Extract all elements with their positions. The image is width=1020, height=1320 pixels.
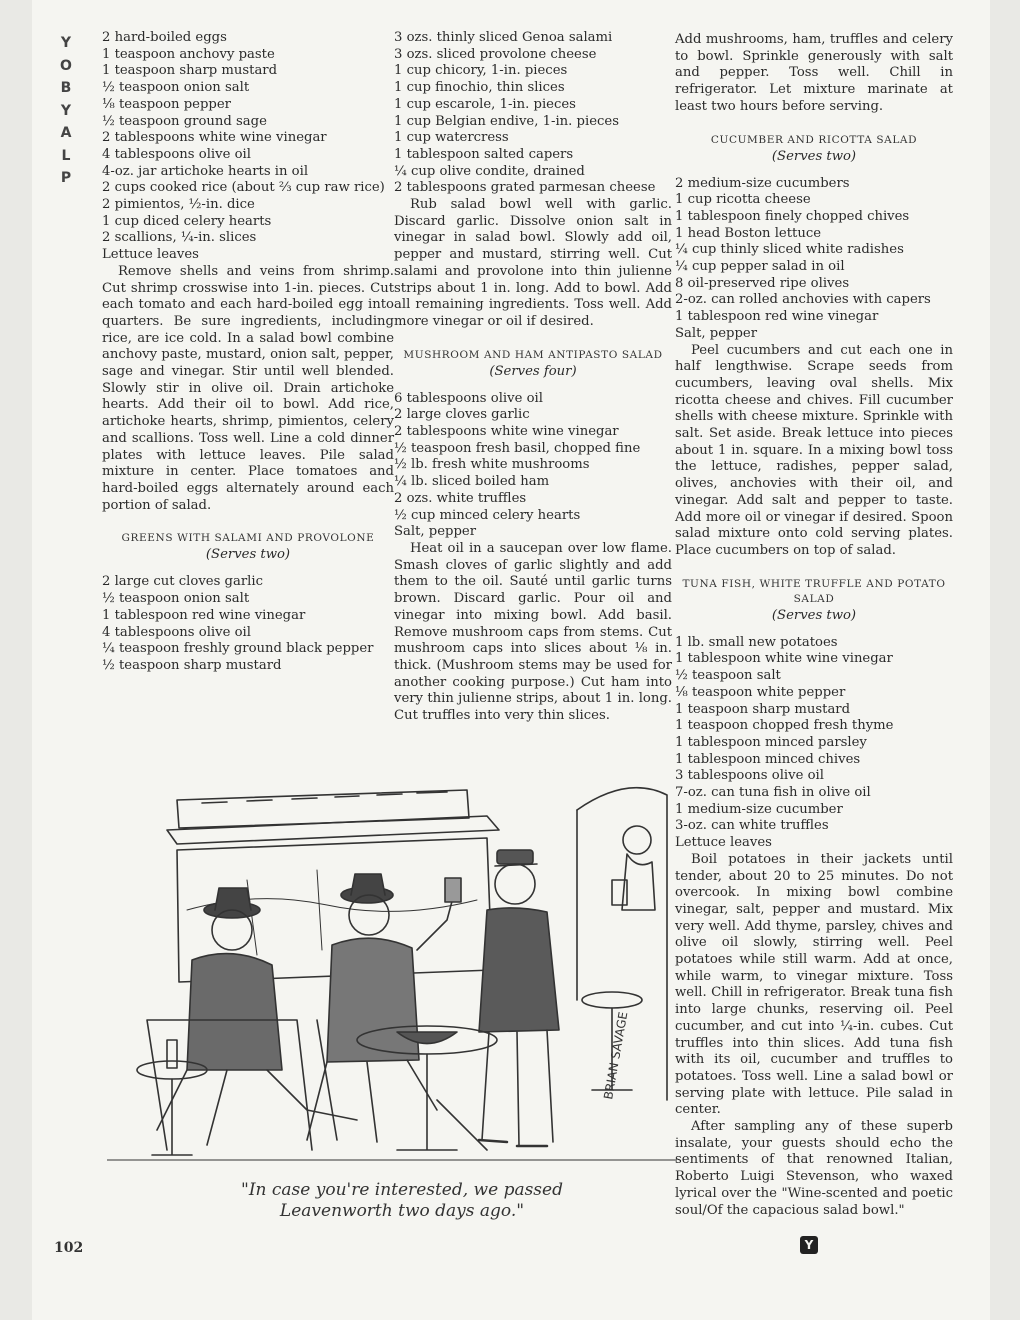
ingredient: 7-oz. can tuna fish in olive oil <box>675 785 871 801</box>
ingredient: 1 teaspoon anchovy paste <box>102 46 275 62</box>
recipe-heading: MUSHROOM AND HAM ANTIPASTO SALAD <box>403 348 663 361</box>
ingredient: ¼ lb. sliced boiled ham <box>394 474 550 490</box>
ingredient: 2 tablespoons white wine vinegar <box>394 424 619 440</box>
ingredient: 1 cup watercress <box>394 130 509 146</box>
side-letter: Y <box>60 102 72 119</box>
ingredient: 1 cup diced celery hearts <box>102 213 272 229</box>
ingredient: 1 cup escarole, 1-in. pieces <box>394 96 576 112</box>
recipe-heading: GREENS WITH SALAMI AND PROVOLONE <box>121 532 375 545</box>
ingredient: ¼ cup pepper salad in oil <box>675 259 845 275</box>
magazine-page <box>32 0 990 1320</box>
closing-paragraph: After sampling any of these superb insalate, your guests should echo the sentiments of that renowned Italian, Roberto Luigi Stevenson, who waxed lyrical over the "Wine-scented and poetic soul/Of the capacious salad bowl." <box>675 1119 953 1218</box>
ingredient: ¼ cup thinly sliced white radishes <box>675 242 904 258</box>
serves-note: (Serves two) <box>771 148 857 164</box>
ingredient: 1 tablespoon red wine vinegar <box>102 607 306 623</box>
instructions-paragraph: Add mushrooms, ham, truffles and celery to bowl. Sprinkle generously with salt and pepper. Toss well. Chill in refrigerator. Let mixture marinate at least two hours before serving. <box>675 32 953 114</box>
ingredient: 2 medium-size cucumbers <box>675 175 850 191</box>
ingredient: ½ cup minced celery hearts <box>394 507 581 523</box>
ingredient: 1 tablespoon red wine vinegar <box>675 309 879 325</box>
instructions-paragraph: Boil potatoes in their jackets until tender, about 20 to 25 minutes. Do not overcook. In mixing bowl combine vinegar, salt, pepper and mustard. Mix very well. Add thyme, parsley, chives and olive oil slowly, stirring well. Peel potatoes while still warm. Add at once, while warm, to vinegar mixture. Toss well. Chill in refrigerator. Break tuna fish into large chunks, reserving oil. Peel cucumber, and cut into ¼-in. cubes. Cut truffles into thin slices. Add tuna fish with its oil, cucumber and truffles to potatoes. Toss well. Line a salad bowl or serving plate with lettuce. Pile salad in center. <box>675 851 953 1118</box>
ingredient: 2 tablespoons white wine vinegar <box>102 130 327 146</box>
ingredient-list <box>394 30 672 197</box>
ingredient: Lettuce leaves <box>675 835 772 851</box>
ingredient: ½ lb. fresh white mushrooms <box>394 457 590 473</box>
ingredient: 2-oz. can rolled anchovies with capers <box>675 292 931 308</box>
ingredient-list <box>675 635 953 852</box>
ingredient-list <box>102 30 394 264</box>
ingredient: 2 hard-boiled eggs <box>102 30 227 45</box>
ingredient: 2 cups cooked rice (about ⅔ cup raw rice) <box>102 180 385 196</box>
ingredient: 1 teaspoon sharp mustard <box>675 701 851 717</box>
ingredient: 1 teaspoon chopped fresh thyme <box>675 718 894 734</box>
ingredient: ¼ teaspoon freshly ground black pepper <box>102 641 374 657</box>
ingredient: ⅛ teaspoon pepper <box>102 96 231 112</box>
ingredient: 2 tablespoons grated parmesan cheese <box>394 180 656 196</box>
serves-note: (Serves two) <box>205 547 291 563</box>
ingredient: 1 tablespoon minced chives <box>675 751 861 767</box>
ingredient: 1 cup Belgian endive, 1-in. pieces <box>394 113 619 129</box>
column-2 <box>394 30 672 725</box>
magazine-name-vertical <box>56 32 76 190</box>
instructions-paragraph: Heat oil in a saucepan over low flame. Smash cloves of garlic slightly and add them to the oil. Sauté until garlic turns brown. Discard garlic. Pour oil and vinegar into mixing bowl. Add basil. Remove mushroom caps from stems. Cut mushroom caps into slices about ⅛ in. thick. (Mushroom stems may be used for another cooking purpose.) Cut ham into very thin julienne strips, about 1 in. long. Cut truffles into very thin slices. <box>394 540 672 724</box>
ingredient: 4-oz. jar artichoke hearts in oil <box>102 163 309 179</box>
ingredient: Salt, pepper <box>675 325 758 341</box>
ingredient: 3 ozs. sliced provolone cheese <box>394 46 597 62</box>
ingredient: 1 cup ricotta cheese <box>675 192 811 208</box>
cartoon-caption: "In case you're interested, we passed Leavenworth two days ago." <box>241 1180 563 1221</box>
ingredient-list <box>675 176 953 343</box>
recipe-heading: TUNA FISH, WHITE TRUFFLE AND POTATO SALAD <box>682 577 946 605</box>
ingredient: ½ teaspoon salt <box>675 668 781 684</box>
ingredient: 1 medium-size cucumber <box>675 801 843 817</box>
side-letter: O <box>60 57 72 74</box>
ingredient: 4 tablespoons olive oil <box>102 146 251 162</box>
ingredient: 2 large cloves garlic <box>394 407 530 423</box>
serves-note: (Serves four) <box>489 363 577 379</box>
ingredient: 6 tablespoons olive oil <box>394 390 543 406</box>
ingredient: 1 cup chicory, 1-in. pieces <box>394 63 568 79</box>
ingredient: 3 tablespoons olive oil <box>675 768 824 784</box>
side-letter: Y <box>60 35 72 51</box>
ingredient: 2 large cut cloves garlic <box>102 574 263 590</box>
ingredient-list <box>102 574 394 674</box>
column-1 <box>102 30 394 675</box>
ingredient: 1 tablespoon finely chopped chives <box>675 208 910 224</box>
side-letter: A <box>60 125 72 141</box>
ingredient: ½ teaspoon onion salt <box>102 591 250 607</box>
ingredient: 1 tablespoon minced parsley <box>675 734 867 750</box>
instructions-paragraph: Remove shells and veins from shrimp. Cut shrimp crosswise into 1-in. pieces. Cut each tomato and each hard-boiled egg into quarters. Be sure ingredients, including rice, are ice cold. In a salad bowl combine anchovy paste, mustard, onion salt, pepper, sage and vinegar. Stir until well blended. Slowly stir in olive oil. Drain artichoke hearts. Add their oil to bowl. Add rice, artichoke hearts, shrimp, pimientos, celery and scallions. Toss well. Line a cold dinner plates with lettuce leaves. Pile salad mixture in center. Place tomatoes and hard-boiled eggs alternately around each portion of salad. <box>102 263 394 513</box>
recipe-heading: CUCUMBER AND RICOTTA SALAD <box>710 133 918 146</box>
ingredient: ½ teaspoon fresh basil, chopped fine <box>394 440 641 456</box>
ingredient: 2 scallions, ¼-in. slices <box>102 230 257 246</box>
ingredient: 4 tablespoons olive oil <box>102 624 251 640</box>
ingredient: 1 tablespoon white wine vinegar <box>675 651 893 667</box>
ingredient: 2 pimientos, ½-in. dice <box>102 197 255 213</box>
cartoon-illustration <box>107 770 677 1170</box>
instructions-paragraph: Peel cucumbers and cut each one in half lengthwise. Scrape seeds from cucumbers, leaving oval shells. Mix ricotta cheese and chives. Fill cucumber shells with cheese mixture. Sprinkle with salt. Set aside. Break lettuce into pieces about 1 in. square. In a mixing bowl toss the lettuce, radishes, pepper salad, olives, anchovies with their oil, and vinegar. Add salt and pepper to taste. Add more oil or vinegar if desired. Spoon salad mixture onto cold serving plates. Place cucumbers on top of salad. <box>675 342 953 558</box>
ingredient: 1 head Boston lettuce <box>675 225 822 241</box>
side-letter: P <box>60 170 72 186</box>
ingredient: Lettuce leaves <box>102 247 199 263</box>
ingredient: Salt, pepper <box>394 524 477 540</box>
serves-note: (Serves two) <box>771 607 857 623</box>
side-letter: B <box>60 80 72 96</box>
ingredient: 3 ozs. thinly sliced Genoa salami <box>394 30 613 45</box>
ingredient: 1 lb. small new potatoes <box>675 634 838 650</box>
ingredient-list <box>394 391 672 541</box>
ingredient: 2 ozs. white truffles <box>394 490 527 506</box>
column-3 <box>675 32 953 1219</box>
ingredient: 1 tablespoon salted capers <box>394 146 574 162</box>
ingredient: 8 oil-preserved ripe olives <box>675 275 850 291</box>
ingredient: ½ teaspoon onion salt <box>102 80 250 96</box>
ingredient: ½ teaspoon sharp mustard <box>102 657 282 673</box>
ingredient: 3-oz. can white truffles <box>675 818 829 834</box>
instructions-paragraph: Rub salad bowl well with garlic. Discard garlic. Dissolve onion salt in vinegar in salad bowl. Slowly add oil, pepper and mustard, stirring well. Cut salami and provolone into thin julienne strips about 1 in. long. Add to bowl. Add all remaining ingredients. Toss well. Add more vinegar or oil if desired. <box>394 197 672 329</box>
ingredient: ¼ cup olive condite, drained <box>394 163 585 179</box>
cartoon-signature: BRIAN SAVAGE <box>601 1010 631 1101</box>
page-number: 102 <box>54 1240 84 1256</box>
ingredient: 1 teaspoon sharp mustard <box>102 63 278 79</box>
end-mark-icon: Y <box>800 1236 818 1254</box>
ingredient: ⅛ teaspoon white pepper <box>675 684 846 700</box>
side-letter: L <box>61 147 71 164</box>
ingredient: ½ teaspoon ground sage <box>102 113 267 129</box>
ingredient: 1 cup finochio, thin slices <box>394 80 565 96</box>
